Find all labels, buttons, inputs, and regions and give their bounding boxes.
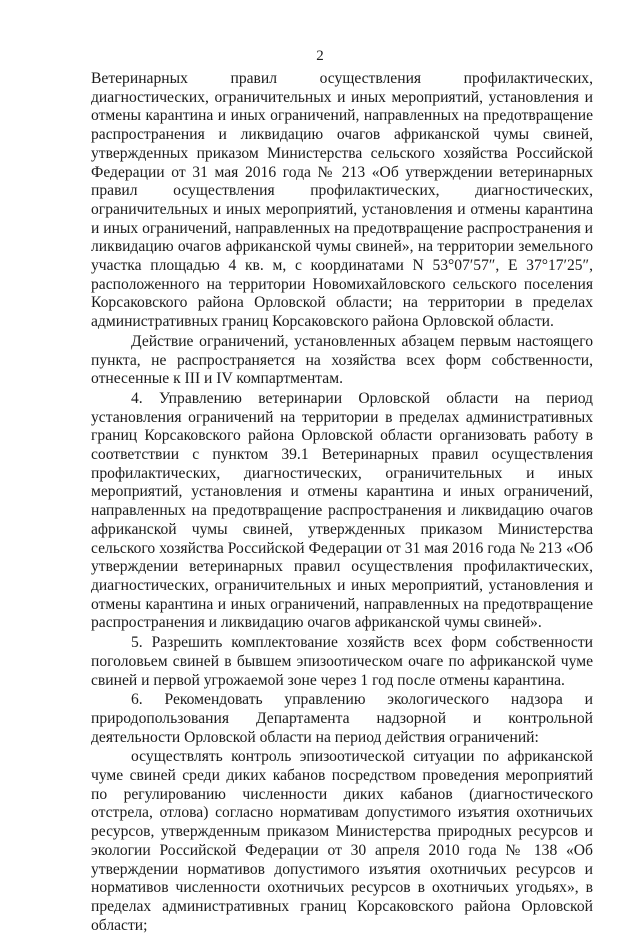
paragraph-item-4: 4. Управлению ветеринарии Орловской области на период установления ограничений на территории в пределах административных границ Корсаковского района Орловской области организовать работу в соответствии с пунктом 39.1 Ветеринарных правил осуществления профилактических, диагностических, ограничительных и иных мероприятий, установления и отмены карантина и иных ограничений, направленных на предотвращение распространения и ликвидацию очагов африканской чумы свиней, утвержденных приказом Министерства сельского хозяйства Российской Федерации от 31 мая 2016 года № 213 «Об утверждении ветеринарных правил осуществления профилактических, диагностических, ограничительных и иных мероприятий, установления и отмены карантина и иных ограничений, направленных на предотвращение распространения и ликвидацию очагов африканской чумы свиней». <box>91 389 593 632</box>
paragraph-ban-continuation: Ветеринарных правил осуществления профилактических, диагностических, ограничительных и иных мероприятий, установления и отмены карантина и иных ограничений, направленных на предотвращение распространения и ликвидацию очагов африканской чумы свиней, утвержденных приказом Министерства сельского хозяйства Российской Федерации от 31 мая 2016 года № 213 «Об утверждении ветеринарных правил осуществления профилактических, диагностических, ограничительных и иных мероприятий, установления и отмены карантина и иных ограничений, направленных на предотвращение распространения и ликвидацию очагов африканской чумы свиней», на территории земельного участка площадью 4 кв. м, с координатами N 53°07′57″, E 37°17′25″, расположенного на территории Новомихайловского сельского поселения Корсаковского района Орловской области; на территории в пределах административных границ Корсаковского района Орловской области. <box>91 70 594 331</box>
document-body <box>91 70 593 935</box>
page-number: 2 <box>316 48 324 64</box>
paragraph-item-6-subclause: осуществлять контроль эпизоотической ситуации по африканской чуме свиней среди диких кабанов посредством проведения мероприятий по регулированию численности диких кабанов (диагностического отстрела, отлова) согласно нормативам допустимого изъятия охотничьих ресурсов, утвержденным приказом Министерства природных ресурсов и экологии Российской Федерации от 30 апреля 2010 года № 138 «Об утверждении нормативов допустимого изъятия охотничьих ресурсов и нормативов численности охотничьих ресурсов в охотничьих угодьях», в пределах административных границ Корсаковского района Орловской области; <box>91 748 593 934</box>
paragraph-item-6: 6. Рекомендовать управлению экологического надзора и природопользования Департамента надзорной и контрольной деятельности Орловской области на период действия ограничений: <box>91 691 593 746</box>
paragraph-restriction-exemption: Действие ограничений, установленных абзацем первым настоящего пункта, не распространяется на хозяйства всех форм собственности, отнесенные к III и IV компартментам. <box>91 332 593 388</box>
paragraph-item-5: 5. Разрешить комплектование хозяйств всех форм собственности поголовьем свиней в бывшем эпизоотическом очаге по африканской чуме свиней и первой угрожаемой зоне через 1 год после отмены карантина. <box>91 634 593 689</box>
